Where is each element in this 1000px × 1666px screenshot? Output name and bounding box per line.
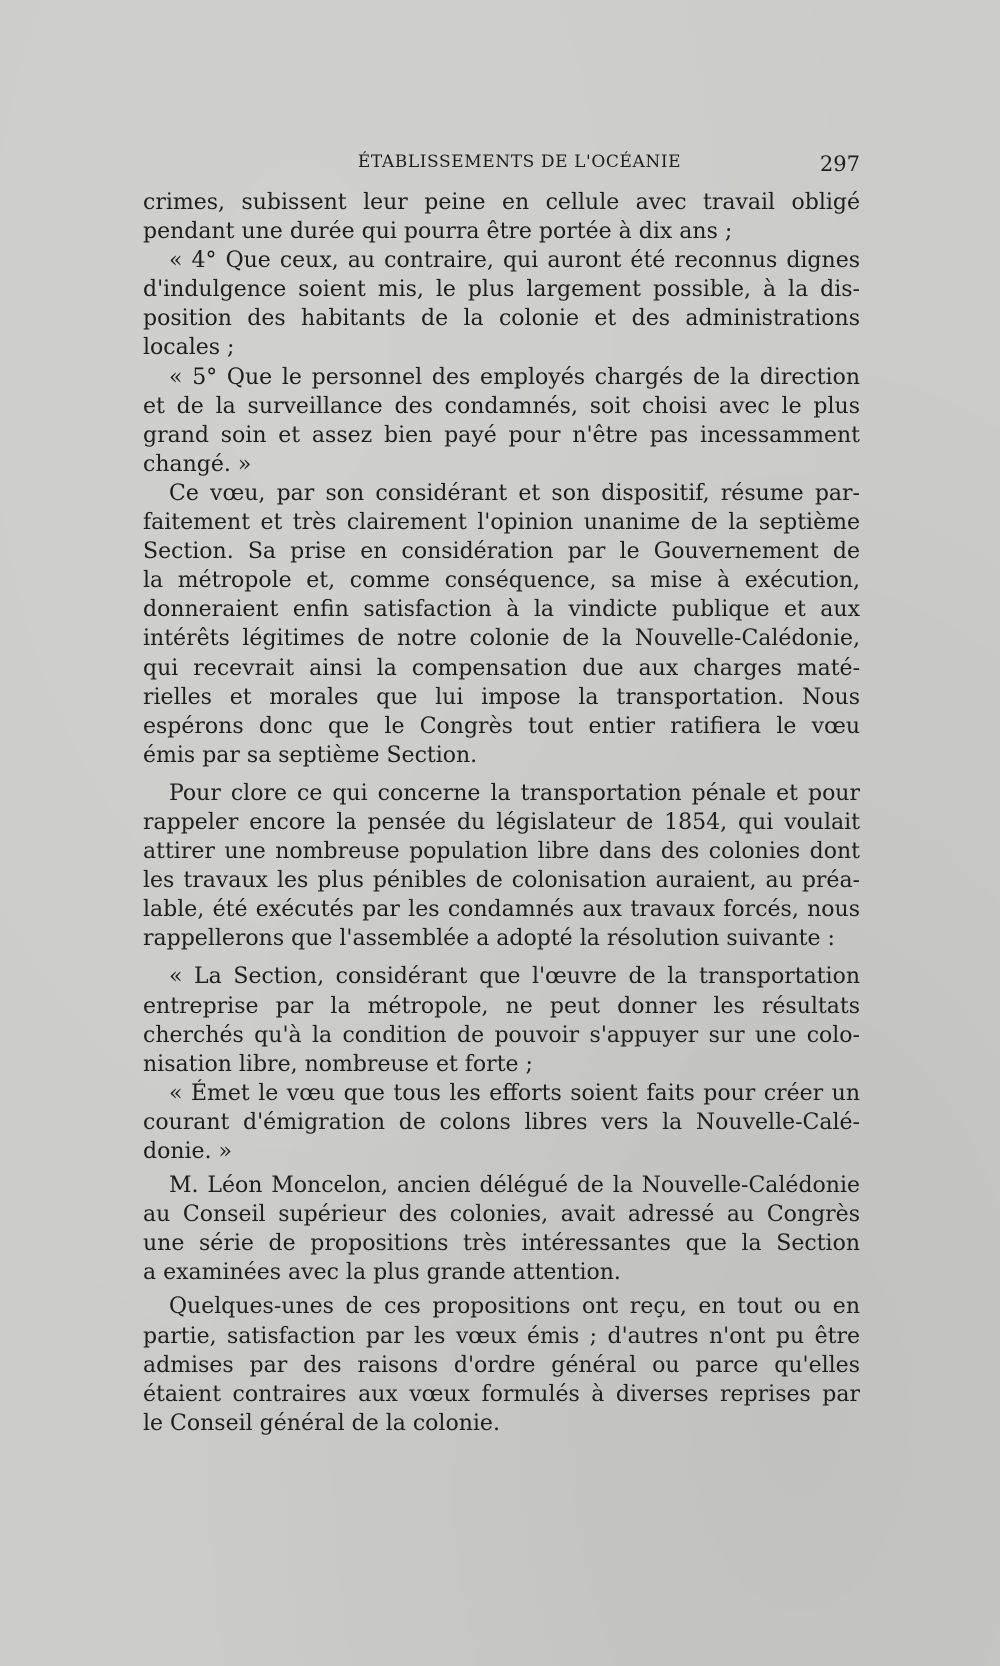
text-line: crimes, subissent leur peine en cellule avec travail obligé: [143, 190, 860, 215]
text-line: entreprise par la métropole, ne peut donner les résultats: [143, 993, 860, 1019]
text-line: nisation libre, nombreuse et forte ;: [143, 1051, 533, 1077]
text-line: le Conseil général de la colonie.: [143, 1410, 500, 1436]
text-line: Pour clore ce qui concerne la transportation pénale et pour: [169, 780, 860, 806]
text-line: partie, satisfaction par les vœux émis ; d'autres n'ont pu être: [143, 1323, 860, 1349]
text-line: rappellerons que l'assemblée a adopté la résolution suivante :: [143, 926, 835, 952]
text-line: donie. »: [143, 1139, 232, 1164]
text-line: rielles et morales que lui impose la transportation. Nous: [143, 684, 860, 710]
text-line: changé. »: [143, 451, 252, 477]
text-line: position des habitants de la colonie et des administrations: [143, 306, 860, 332]
text-line: et de la surveillance des condamnés, soit choisi avec le plus: [143, 393, 860, 419]
text-line: locales ;: [143, 335, 235, 361]
text-line: intérêts légitimes de notre colonie de la Nouvelle-Calédonie,: [143, 626, 860, 652]
text-line: au Conseil supérieur des colonies, avait adressé au Congrès: [143, 1202, 860, 1228]
text-line: admises par des raisons d'ordre général ou parce qu'elles: [143, 1352, 860, 1378]
text-line: donneraient enfin satisfaction à la vindicte publique et aux: [143, 597, 860, 623]
text-line: émis par sa septième Section.: [143, 742, 478, 768]
text-line: rappeler encore la pensée du législateur de 1854, qui voulait: [143, 809, 860, 835]
text-line: M. Léon Moncelon, ancien délégué de la Nouvelle-Calédonie: [169, 1173, 860, 1199]
text-line: cherchés qu'à la condition de pouvoir s'appuyer sur une colo-: [143, 1022, 860, 1048]
text-line: faitement et très clairement l'opinion unanime de la septième: [143, 510, 860, 536]
text-line: la métropole et, comme conséquence, sa mise à exécution,: [143, 568, 860, 594]
text-line: qui recevrait ainsi la compensation due aux charges maté-: [143, 655, 860, 681]
page-number: 297: [819, 152, 860, 176]
text-line: attirer une nombreuse population libre dans des colonies dont: [143, 839, 860, 865]
text-line: lable, été exécutés par les condamnés aux travaux forcés, nous: [143, 897, 860, 923]
text-line: a examinées avec la plus grande attention.: [143, 1260, 621, 1286]
text-line: étaient contraires aux vœux formulés à diverses reprises par: [143, 1381, 860, 1407]
text-line: les travaux les plus pénibles de colonisation auraient, au préa-: [143, 868, 860, 894]
text-line: Ce vœu, par son considérant et son dispositif, résume par-: [169, 480, 860, 506]
text-line: espérons donc que le Congrès tout entier ratifiera le vœu: [143, 713, 860, 739]
running-header: [143, 152, 860, 182]
text-line: « La Section, considérant que l'œuvre de la transportation: [169, 964, 860, 990]
text-line: Quelques-unes de ces propositions ont reçu, en tout ou en: [169, 1294, 860, 1320]
text-line: pendant une durée qui pourra être portée à dix ans ;: [143, 219, 733, 245]
text-line: Section. Sa prise en considération par le Gouvernement de: [143, 539, 860, 565]
text-line: grand soin et assez bien payé pour n'être pas incessamment: [143, 422, 860, 448]
text-line: « 5° Que le personnel des employés chargés de la direction: [169, 364, 860, 390]
running-title: ÉTABLISSEMENTS DE L'OCÉANIE: [357, 152, 682, 172]
text-line: « Émet le vœu que tous les efforts soient faits pour créer un: [169, 1080, 860, 1106]
page-body: [143, 188, 860, 1438]
text-line: d'indulgence soient mis, le plus largement possible, à la dis-: [143, 277, 860, 303]
text-line: courant d'émigration de colons libres vers la Nouvelle-Calé-: [143, 1109, 860, 1135]
text-line: « 4° Que ceux, au contraire, qui auront été reconnus dignes: [169, 248, 860, 274]
text-line: une série de propositions très intéressantes que la Section: [143, 1231, 860, 1257]
